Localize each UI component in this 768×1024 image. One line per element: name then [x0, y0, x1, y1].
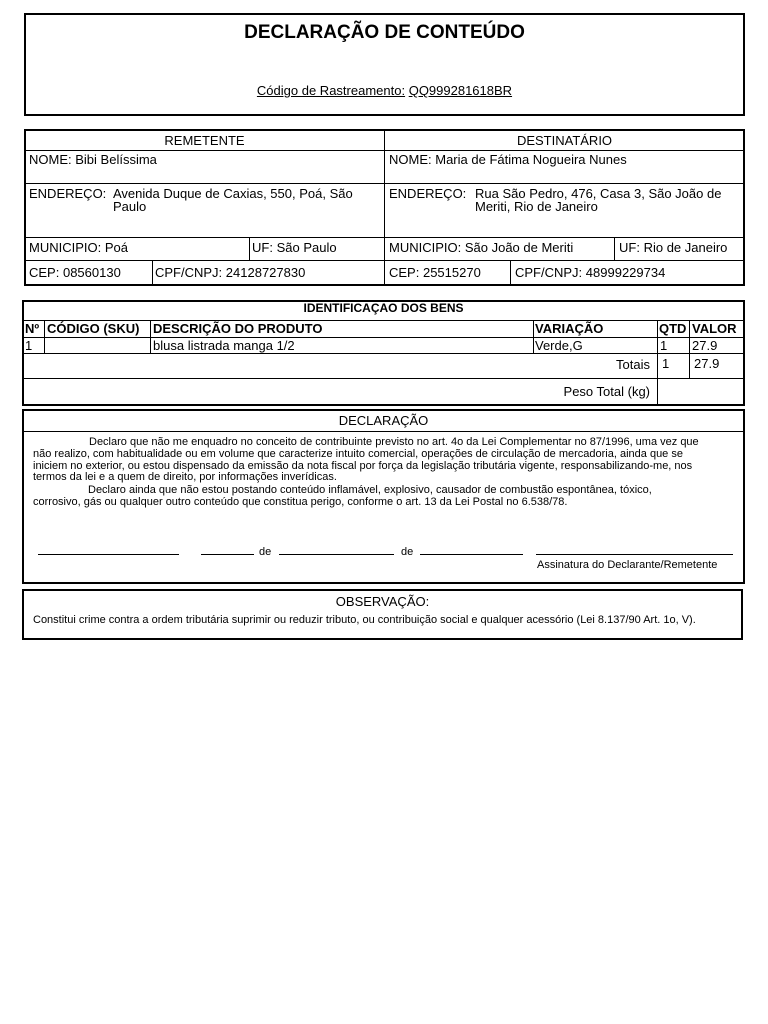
sender-name: Bibi Belíssima: [75, 152, 157, 167]
declaration-p2-line1: Declaro ainda que não estou postando conteúdo inflamável, explosivo, causador de combustão espontânea, tóxico,: [88, 484, 652, 496]
sender-address-line1: Avenida Duque de Caxias, 550, Poá, São: [113, 186, 353, 201]
declaration-p1-line3: iniciem no exterior, ou estou dispensado da emissão da nota fiscal por força da legislação tributária vigente, responsabilizando-me, nos: [33, 460, 693, 472]
declaration-heading: DECLARAÇÃO: [338, 413, 429, 428]
parties-divider: [384, 130, 385, 285]
recipient-name-label: NOME:: [389, 152, 432, 167]
sender-uf-divider: [249, 238, 250, 260]
col-divider-1: [44, 321, 45, 353]
weight-label: Peso Total (kg): [563, 384, 650, 399]
totals-label: Totais: [616, 357, 650, 372]
totals-value: 27.9: [694, 356, 720, 371]
col-header-number: Nº: [25, 321, 40, 336]
recipient-heading: DESTINATÁRIO: [516, 133, 613, 148]
recipient-state-row: [619, 241, 727, 255]
recipient-address-line2: Meriti, Rio de Janeiro: [475, 199, 598, 214]
sender-doc-label: CPF/CNPJ:: [155, 265, 223, 280]
col-header-sku: CÓDIGO (SKU): [47, 321, 140, 336]
recipient-doc-label: CPF/CNPJ:: [515, 265, 583, 280]
signature-caption: Assinatura do Declarante/Remetente: [537, 559, 718, 571]
tracking-label: Código de Rastreamento:: [256, 83, 406, 98]
sender-state-row: [252, 241, 337, 255]
recipient-cep: 25515270: [422, 265, 481, 280]
row-value: 27.9: [692, 338, 718, 353]
year-line: [420, 554, 523, 555]
date-separator-2: de: [401, 546, 414, 558]
sender-state-label: UF:: [252, 240, 273, 255]
recipient-cep-label: CEP:: [389, 265, 420, 280]
sender-cep: 08560130: [62, 265, 121, 280]
sender-doc-divider: [152, 261, 153, 285]
row-number: 1: [25, 338, 33, 353]
sender-name-label: NOME:: [29, 152, 72, 167]
totals-qty: 1: [662, 356, 670, 371]
row-description: blusa listrada manga 1/2: [153, 338, 295, 353]
recipient-address-label: ENDEREÇO:: [389, 186, 467, 201]
sender-city: Poá: [104, 240, 128, 255]
sender-cep-row: [29, 266, 121, 280]
recipient-name: Maria de Fátima Nogueira Nunes: [435, 152, 627, 167]
observation-text: Constitui crime contra a ordem tributária suprimir ou reduzir tributo, ou contribuição social e qualquer acessório (Lei 8.137/90 Art. 1o, V).: [33, 614, 696, 626]
recipient-doc-row: [515, 266, 665, 280]
sender-cep-label: CEP:: [29, 265, 60, 280]
goods-totals-line: [23, 378, 744, 379]
recipient-city-row: [389, 241, 573, 255]
col-divider-2: [150, 321, 151, 353]
signature-line: [536, 554, 733, 555]
parties-row-line-3: [25, 237, 744, 238]
col-header-qty: QTD: [659, 321, 687, 336]
col-header-description: DESCRIÇÃO DO PRODUTO: [153, 321, 323, 336]
sender-name-row: [29, 153, 157, 167]
declaration-p1-line2: não realizo, com habitualidade ou em volume que caracterize intuito comercial, operações de circulação de mercadoria, ainda que se: [33, 448, 683, 460]
sender-doc-row: [155, 266, 305, 280]
recipient-name-row: [389, 153, 627, 167]
document-title: DECLARAÇÃO DE CONTEÚDO: [244, 22, 525, 43]
col-divider-5: [689, 321, 690, 378]
sender-city-label: MUNICIPIO:: [29, 240, 102, 255]
goods-row-line: [23, 353, 744, 354]
recipient-city-label: MUNICIPIO:: [389, 240, 462, 255]
col-header-variation: VARIAÇÃO: [535, 321, 604, 336]
declaration-p1-line4: termos da lei e a quem de direito, por informações inverídicas.: [33, 471, 337, 483]
tracking-code: QQ999281618BR: [408, 83, 513, 98]
declaration-p1-line1: Declaro que não me enquadro no conceito de contribuinte previsto no art. 4o da Lei Complementar no 87/1996, uma vez que: [89, 436, 699, 448]
recipient-uf-divider: [614, 238, 615, 260]
parties-row-line-4: [25, 260, 744, 261]
day-line: [201, 554, 254, 555]
date-separator-1: de: [259, 546, 272, 558]
goods-columns-line: [23, 337, 744, 338]
recipient-doc-divider: [510, 261, 511, 285]
sender-address-label: ENDEREÇO:: [29, 186, 107, 201]
sender-address-line2: Paulo: [113, 199, 147, 214]
place-line: [38, 554, 179, 555]
recipient-address-line1: Rua São Pedro, 476, Casa 3, São João de: [475, 186, 722, 201]
observation-heading: OBSERVAÇÃO:: [335, 594, 430, 609]
sender-state: São Paulo: [276, 240, 337, 255]
recipient-state: Rio de Janeiro: [643, 240, 728, 255]
sender-city-row: [29, 241, 128, 255]
row-qty: 1: [660, 338, 668, 353]
sender-doc: 24128727830: [225, 265, 306, 280]
col-header-value: VALOR: [692, 321, 737, 336]
recipient-cep-row: [389, 266, 481, 280]
recipient-city: São João de Meriti: [464, 240, 574, 255]
parties-row-line-1: [25, 150, 744, 151]
recipient-doc: 48999229734: [585, 265, 666, 280]
month-line: [279, 554, 394, 555]
sender-heading: REMETENTE: [164, 133, 245, 148]
parties-row-line-2: [25, 183, 744, 184]
row-variation: Verde,G: [535, 338, 583, 353]
recipient-state-label: UF:: [619, 240, 640, 255]
col-divider-4: [657, 321, 658, 405]
declaration-p2-line2: corrosivo, gás ou qualquer outro conteúdo que constitua perigo, conforme o art. 13 da Lei Postal no 6.538/78.: [33, 496, 568, 508]
declaration-heading-line: [23, 431, 744, 432]
goods-heading: IDENTIFICAÇAO DOS BENS: [303, 301, 464, 315]
col-divider-3: [533, 321, 534, 353]
tracking-line: [24, 84, 745, 98]
